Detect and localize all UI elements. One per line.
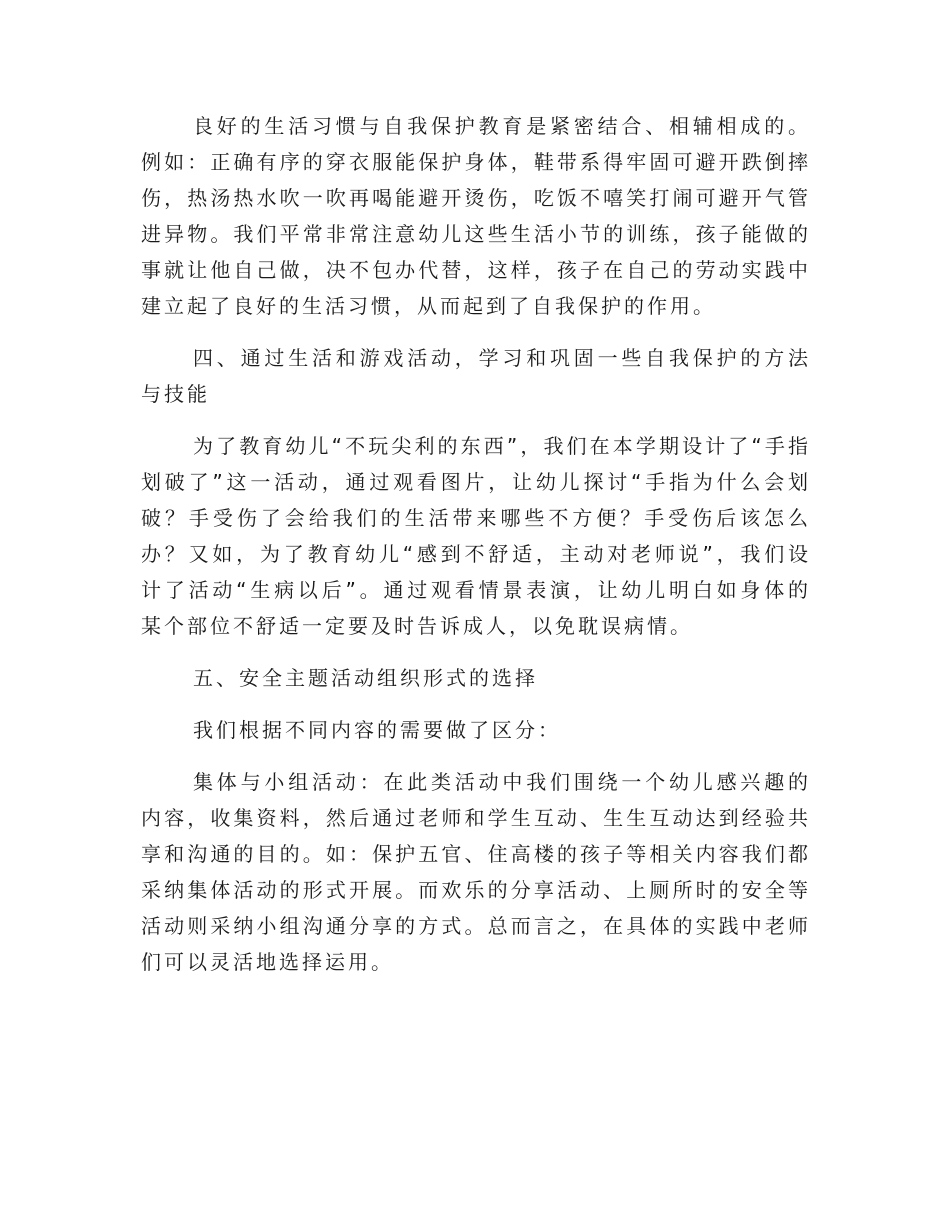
paragraph-distinction-intro: 我们根据不同内容的需要做了区分： bbox=[193, 718, 561, 742]
paragraph-habits-and-self-protection: 良好的生活习惯与自我保护教育是紧密结合、相辅相成的。例如：正确有序的穿衣服能保护身体，鞋带系得牢固可避开跌倒摔伤，热汤热水吹一吹再喝能避开烫伤，吃饭不嘻笑打闹可避开气管进异物。我们平常非常注意幼儿这些生活小节的训练，孩子能做的事就让他自己做，决不包办代替，这样，孩子在自己的劳动实践中建立起了良好的生活习惯，从而起到了自我保护的作用。 bbox=[141, 114, 811, 318]
section-heading-5: 五、安全主题活动组织形式的选择 bbox=[193, 666, 538, 690]
paragraph-group-activities: 集体与小组活动：在此类活动中我们围绕一个幼儿感兴趣的内容，收集资料，然后通过老师和学生互动、生生互动达到经验共享和沟通的目的。如：保护五官、住高楼的孩子等相关内容我们都采纳集体活动的形式开展。而欢乐的分享活动、上厕所时的安全等活动则采纳小组沟通分享的方式。总而言之，在具体的实践中老师们可以灵活地选择运用。 bbox=[141, 770, 811, 974]
paragraph-activity-examples: 为了教育幼儿“不玩尖利的东西”，我们在本学期设计了“手指划破了”这一活动，通过观看图片，让幼儿探讨“手指为什么会划破？手受伤了会给我们的生活带来哪些不方便？手受伤后该怎么办？又如，为了教育幼儿“感到不舒适，主动对老师说”，我们设计了活动“生病以后”。通过观看情景表演，让幼儿明白如身体的某个部位不舒适一定要及时告诉成人，以免耽误病情。 bbox=[141, 434, 811, 638]
section-heading-4: 四、通过生活和游戏活动，学习和巩固一些自我保护的方法与技能 bbox=[141, 346, 811, 406]
document-body bbox=[141, 108, 811, 980]
